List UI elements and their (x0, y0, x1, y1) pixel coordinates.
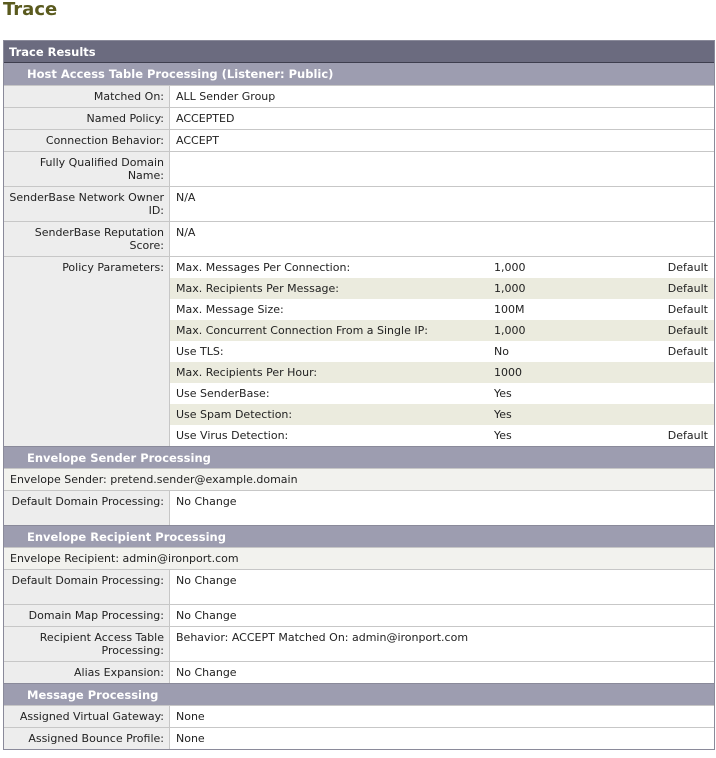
field-label: Default Domain Processing: (4, 491, 170, 525)
param-value: Yes (494, 429, 512, 442)
param-value: 1,000 (494, 282, 526, 295)
param-default (614, 404, 708, 425)
policy-parameters-table (170, 257, 714, 446)
section-envelope-recipient-header: Envelope Recipient Processing (4, 525, 714, 547)
field-label: Policy Parameters: (4, 257, 170, 446)
page-title: Trace (3, 0, 58, 20)
field-label: SenderBase Network Owner ID: (4, 187, 170, 221)
row-recipient-default-domain (4, 569, 714, 604)
envelope-recipient-row: Envelope Recipient: admin@ironport.com (4, 547, 714, 569)
param-name: Use Spam Detection: (176, 408, 293, 421)
field-label: Named Policy: (4, 108, 170, 129)
panel-title: Trace Results (4, 41, 714, 63)
field-label: Connection Behavior: (4, 130, 170, 151)
param-default (614, 362, 708, 383)
policy-param-row (170, 404, 714, 425)
policy-param-row (170, 278, 714, 299)
row-named-policy (4, 107, 714, 129)
policy-param-row (170, 425, 714, 446)
policy-param-row (170, 320, 714, 341)
row-senderbase-owner-id (4, 186, 714, 221)
param-default: Default (667, 282, 708, 295)
field-value: Behavior: ACCEPT Matched On: admin@ironport.com (170, 627, 714, 661)
section-message-processing-header: Message Processing (4, 683, 714, 705)
field-label: SenderBase Reputation Score: (4, 222, 170, 256)
row-fqdn (4, 151, 714, 186)
row-virtual-gateway (4, 705, 714, 727)
row-senderbase-reputation (4, 221, 714, 256)
param-value: 100M (494, 303, 525, 316)
field-label: Assigned Virtual Gateway: (4, 706, 170, 727)
field-value: ACCEPTED (170, 108, 714, 129)
row-alias-expansion (4, 661, 714, 683)
param-default: Default (667, 303, 708, 316)
param-name: Max. Message Size: (176, 303, 284, 316)
param-value: No (494, 345, 509, 358)
row-connection-behavior (4, 129, 714, 151)
field-label: Fully Qualified Domain Name: (4, 152, 170, 186)
row-policy-parameters (4, 256, 714, 446)
param-name: Max. Recipients Per Hour: (176, 366, 318, 379)
policy-param-row (170, 362, 714, 383)
param-name: Use TLS: (176, 345, 224, 358)
row-matched-on (4, 85, 714, 107)
policy-param-row (170, 299, 714, 320)
param-name: Use Virus Detection: (176, 429, 289, 442)
section-envelope-sender-header: Envelope Sender Processing (4, 446, 714, 468)
param-default: Default (667, 429, 708, 442)
param-default: Default (667, 261, 708, 274)
field-label: Recipient Access Table Processing: (4, 627, 170, 661)
field-value: ALL Sender Group (170, 86, 714, 107)
param-name: Use SenderBase: (176, 387, 270, 400)
row-domain-map (4, 604, 714, 626)
field-value: N/A (170, 187, 714, 221)
field-value: N/A (170, 222, 714, 256)
param-name: Max. Concurrent Connection From a Single IP: (176, 324, 428, 337)
envelope-sender-row: Envelope Sender: pretend.sender@example.domain (4, 468, 714, 490)
field-value (170, 152, 714, 186)
param-name: Max. Recipients Per Message: (176, 282, 340, 295)
field-label: Domain Map Processing: (4, 605, 170, 626)
trace-results-panel (3, 40, 715, 750)
policy-param-row (170, 257, 714, 278)
field-value: No Change (170, 662, 714, 683)
field-label: Assigned Bounce Profile: (4, 728, 170, 749)
param-value: 1,000 (494, 261, 526, 274)
param-default (614, 383, 708, 404)
param-value: Yes (494, 387, 512, 400)
row-bounce-profile (4, 727, 714, 749)
policy-param-row (170, 341, 714, 362)
field-value: No Change (170, 605, 714, 626)
field-value: ACCEPT (170, 130, 714, 151)
row-sender-default-domain (4, 490, 714, 525)
param-default: Default (667, 345, 708, 358)
param-name: Max. Messages Per Connection: (176, 261, 351, 274)
field-label: Matched On: (4, 86, 170, 107)
field-value: None (170, 728, 714, 749)
field-value: No Change (170, 570, 714, 604)
field-label: Alias Expansion: (4, 662, 170, 683)
param-value: 1000 (494, 366, 522, 379)
param-value: Yes (494, 408, 512, 421)
field-value: None (170, 706, 714, 727)
policy-param-row (170, 383, 714, 404)
section-host-access-header: Host Access Table Processing (Listener: Public) (4, 63, 714, 85)
param-value: 1,000 (494, 324, 526, 337)
param-default: Default (667, 324, 708, 337)
row-recipient-access-table (4, 626, 714, 661)
field-label: Default Domain Processing: (4, 570, 170, 604)
field-value: No Change (170, 491, 714, 525)
